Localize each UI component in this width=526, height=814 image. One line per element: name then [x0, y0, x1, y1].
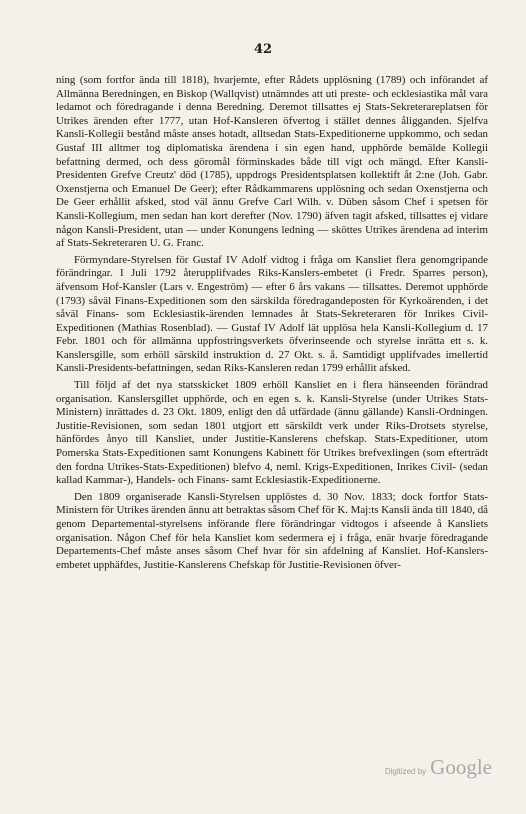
google-logo: Google: [430, 755, 492, 779]
digitization-watermark: [385, 755, 492, 780]
paragraph-2: Förmyndare-Styrelsen för Gustaf IV Adolf vidtog i fråga om Kansliet flera genomgripande förändringar. I Juli 1792 återupplifvades Riks-Kanslers-embetet (i Fredr. Sparres person), äfvensom Hof-Kansler (Lars v. Engeström) — efter 6 års vakans — tillsattes. Deremot upphörde (1793) såväl Finans-Expeditionen som den särskilda föredragandeposten för Kyrkoärenden, i det såväl Finans- som Ecklesiastik-ärenden lemnades åt Stats-Sekreteraren för Inrikes Civil-Expeditionen (Mathias Rosenblad). — Gustaf IV Adolf lät upplösa hela Kansli-Kollegium d. 17 Febr. 1801 och för allmänna uppfostringsverkets öfverinseende och styrelse inrätta ett s. k. Kanslersgille, som erhöll särskild instruktion d. 27 Okt. s. å. Samtidigt upplifvades imellertid Kansli-Presidents-befattningen, sedan Riks-Kansleren redan 1799 erhållit afsked.: [56, 253, 488, 375]
paragraph-3: Till följd af det nya statsskicket 1809 erhöll Kansliet en i flera hänseenden förändrad organisation. Kanslersgillet upphörde, och en egen s. k. Kansli-Styrelse (under Utrikes Stats-Ministern) inrättades d. 23 Okt. 1809, enligt den då utfärdade (ännu gällande) Kansli-Ordningen. Justitie-Revisionen, som sedan 1801 utgjort ett särskildt verk under Riks-Drotsets styrelse, hänfördes ånyo till Kansliet, under Justitie-Kanslerens chefskap. Stats-Expeditioner, utom Pomerska Stats-Expeditionen samt Konungens Kabinett för Utrikes brefvexlingen (som efterträdt den fordna Utrikes-Stats-Expeditionen) blefvo 4, neml. Krigs-Expeditionen, Inrikes Civil- (sedan kallad Kammar-), Handels- och Finans- samt Ecklesiastik-Expeditionerne.: [56, 379, 488, 487]
page-number: 42: [253, 42, 273, 57]
paragraph-4: Den 1809 organiserade Kansli-Styrelsen upplöstes d. 30 Nov. 1833; dock fortfor Stats-Ministern för Utrikes ärenden ännu att betraktas såsom Chef för K. Maj:ts Kansli ända till 1840, då genom Departemental-styrelsens införande flere förändringar vidtogos i afseende å Kansliets organisation. Någon Chef för hela Kansliet kom sedermera ej i fråga, enär hvarje föredragande Departements-Chef måste anses såsom Chef hvar för sin afdelning af Kansliet. Hof-Kanslers-embetet upphäfdes, Justitie-Kanslerens Chefskap för Justitie-Revisionen öfver-: [56, 490, 488, 571]
watermark-prefix: Digitized by: [384, 767, 427, 776]
paragraph-1: ning (som fortfor ända till 1818), hvarjemte, efter Rådets upplösning (1789) och införandet af Allmänna Beredningen, en Biskop (Wallqvist) utnämndes att uti preste- och ecklesiastika mål vara ledamot och föredragande i denna Beredning. Deremot tillsattes ej Stats-Sekreterareplatsen för Utrikes ärenden efter 1777, utan Hof-Kansleren öfvertog i stället dennes åligganden. Sjelfva Kansli-Kollegii bestånd måste anses hotadt, alltsedan Stats-Expeditionerne uppkommo, och sedan Gustaf III alltmer tog diplomatiska ärendena i sin egen hand, upphörde bemälde Kollegii befattning dermed, och dess göromål förminskades både till vigt och mängd. Efter Kansli-Presidenten Grefve Creutz' död (1785), uppdrogs Presidentsplatsen kollektift åt 2:ne (Joh. Gabr. Oxenstjerna och Emanuel De Geer); efter Rådkammarens upplösning och sedan Oxenstjerna och De Geer erhållit afsked, stod väl ännu Grefve Carl Wilh. v. Düben såsom Chef i spetsen för Kansli-Kollegium, men sedan han kort derefter (Nov. 1790) äfven tagit afsked, tillsattes ej vidare någon Kansli-President, utan — under Konungens ledning — sköttes Utrikes ärendena ad interim af Stats-Sekreteraren U. G. Franc.: [56, 74, 488, 250]
body-text: [56, 74, 488, 572]
